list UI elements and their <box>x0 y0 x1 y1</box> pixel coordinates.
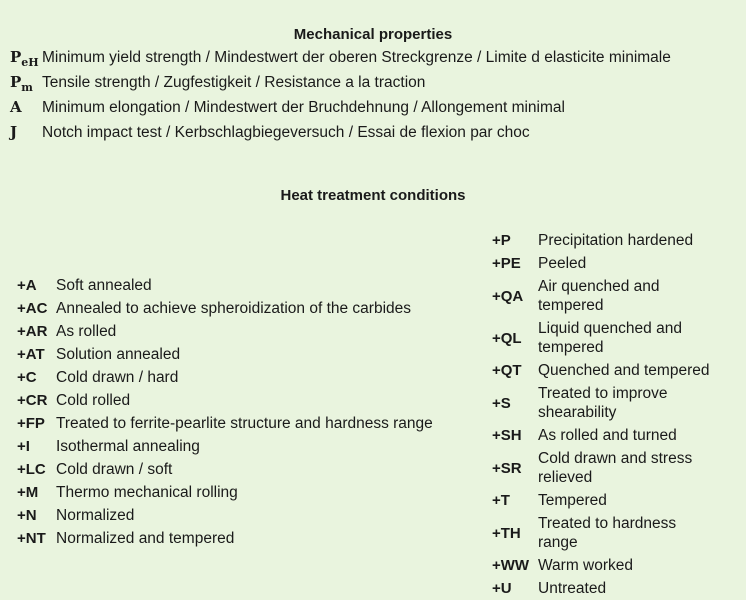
treatment-code: +U <box>492 580 512 597</box>
treatment-description: Quenched and tempered <box>538 362 710 379</box>
heat-treatment-right-list <box>492 229 742 600</box>
treatment-description: As rolled and turned <box>538 427 677 444</box>
list-item <box>17 300 477 323</box>
list-item <box>17 346 477 369</box>
treatment-description: Normalized and tempered <box>56 530 235 547</box>
treatment-code: +P <box>492 232 511 249</box>
mech-row-pm <box>10 73 740 98</box>
treatment-code: +QL <box>492 329 522 347</box>
treatment-code: +I <box>17 438 30 455</box>
treatment-description: Isothermal annealing <box>56 438 200 455</box>
list-item <box>492 382 742 424</box>
treatment-description: Warm worked <box>538 557 634 574</box>
mech-symbol: $P_{eH}$ <box>10 48 39 69</box>
list-item <box>492 317 742 359</box>
mech-symbol: $P_m$ <box>10 73 33 94</box>
treatment-code: +C <box>17 369 37 386</box>
list-item <box>17 484 477 507</box>
treatment-code: +AC <box>17 300 48 317</box>
mech-description: Minimum yield strength / Mindestwert der oberen Streckgrenze / Limite d elasticite minimale <box>42 49 671 66</box>
mech-row-a <box>10 98 740 123</box>
treatment-description: Peeled <box>538 255 587 272</box>
treatment-code: +QA <box>492 287 524 305</box>
list-item <box>492 489 742 512</box>
treatment-description: Treated to ferrite-pearlite structure and hardness range <box>56 415 433 432</box>
treatment-code: +A <box>17 277 37 294</box>
treatment-code: +SH <box>492 427 522 444</box>
list-item <box>492 275 742 317</box>
treatment-code: +T <box>492 492 510 509</box>
list-item <box>492 252 742 275</box>
mech-description: Tensile strength / Zugfestigkeit / Resistance a la traction <box>42 74 426 91</box>
list-item <box>492 229 742 252</box>
list-item <box>17 415 477 438</box>
treatment-code: +CR <box>17 392 48 409</box>
treatment-description: Cold drawn / hard <box>56 369 179 386</box>
treatment-code: +S <box>492 394 511 412</box>
mech-symbol: J <box>10 123 18 141</box>
mech-description: Minimum elongation / Mindestwert der Bruchdehnung / Allongement minimal <box>42 99 565 116</box>
treatment-description: As rolled <box>56 323 117 340</box>
list-item <box>17 438 477 461</box>
treatment-description: Solution annealed <box>56 346 181 363</box>
treatment-code: +QT <box>492 362 522 379</box>
list-item <box>492 577 742 600</box>
list-item <box>17 507 477 530</box>
mech-row-j <box>10 123 740 148</box>
mech-symbol: A <box>10 98 22 116</box>
list-item <box>492 424 742 447</box>
list-item <box>492 512 742 554</box>
treatment-description: Untreated <box>538 580 607 597</box>
treatment-code: +N <box>17 507 37 524</box>
treatment-code: +TH <box>492 524 521 542</box>
treatment-description: Normalized <box>56 507 135 524</box>
treatment-description: Tempered <box>538 492 607 509</box>
treatment-description: Soft annealed <box>56 277 152 294</box>
treatment-description: Precipitation hardened <box>538 232 694 249</box>
list-item <box>492 554 742 577</box>
treatment-code: +FP <box>17 415 45 432</box>
list-item <box>492 447 742 489</box>
treatment-description: Liquid quenched and tempered <box>538 320 682 356</box>
mech-row-peh <box>10 48 740 73</box>
list-item <box>17 277 477 300</box>
list-item <box>17 461 477 484</box>
heat-treatment-left-list <box>17 277 477 553</box>
mechanical-properties-list <box>10 48 740 148</box>
mech-description: Notch impact test / Kerbschlagbiegeversuch / Essai de flexion par choc <box>42 124 530 141</box>
treatment-code: +AR <box>17 323 48 340</box>
treatment-description: Annealed to achieve spheroidization of the carbides <box>56 300 412 317</box>
treatment-description: Treated to hardness range <box>538 515 677 551</box>
treatment-code: +AT <box>17 346 45 363</box>
list-item <box>17 369 477 392</box>
treatment-description: Air quenched and tempered <box>538 278 660 314</box>
treatment-description: Cold rolled <box>56 392 131 409</box>
treatment-description: Thermo mechanical rolling <box>56 484 238 501</box>
treatment-code: +M <box>17 484 39 501</box>
treatment-description: Treated to improve shearability <box>538 385 668 421</box>
treatment-code: +LC <box>17 461 46 478</box>
treatment-code: +PE <box>492 255 521 272</box>
list-item <box>492 359 742 382</box>
list-item <box>17 392 477 415</box>
treatment-code: +SR <box>492 459 522 477</box>
mechanical-properties-title: Mechanical properties <box>293 26 453 43</box>
heat-treatment-title: Heat treatment conditions <box>280 187 466 204</box>
treatment-code: +WW <box>492 557 530 574</box>
treatment-code: +NT <box>17 530 46 547</box>
treatment-description: Cold drawn / soft <box>56 461 173 478</box>
list-item <box>17 323 477 346</box>
treatment-description: Cold drawn and stress relieved <box>538 450 693 486</box>
list-item <box>17 530 477 553</box>
